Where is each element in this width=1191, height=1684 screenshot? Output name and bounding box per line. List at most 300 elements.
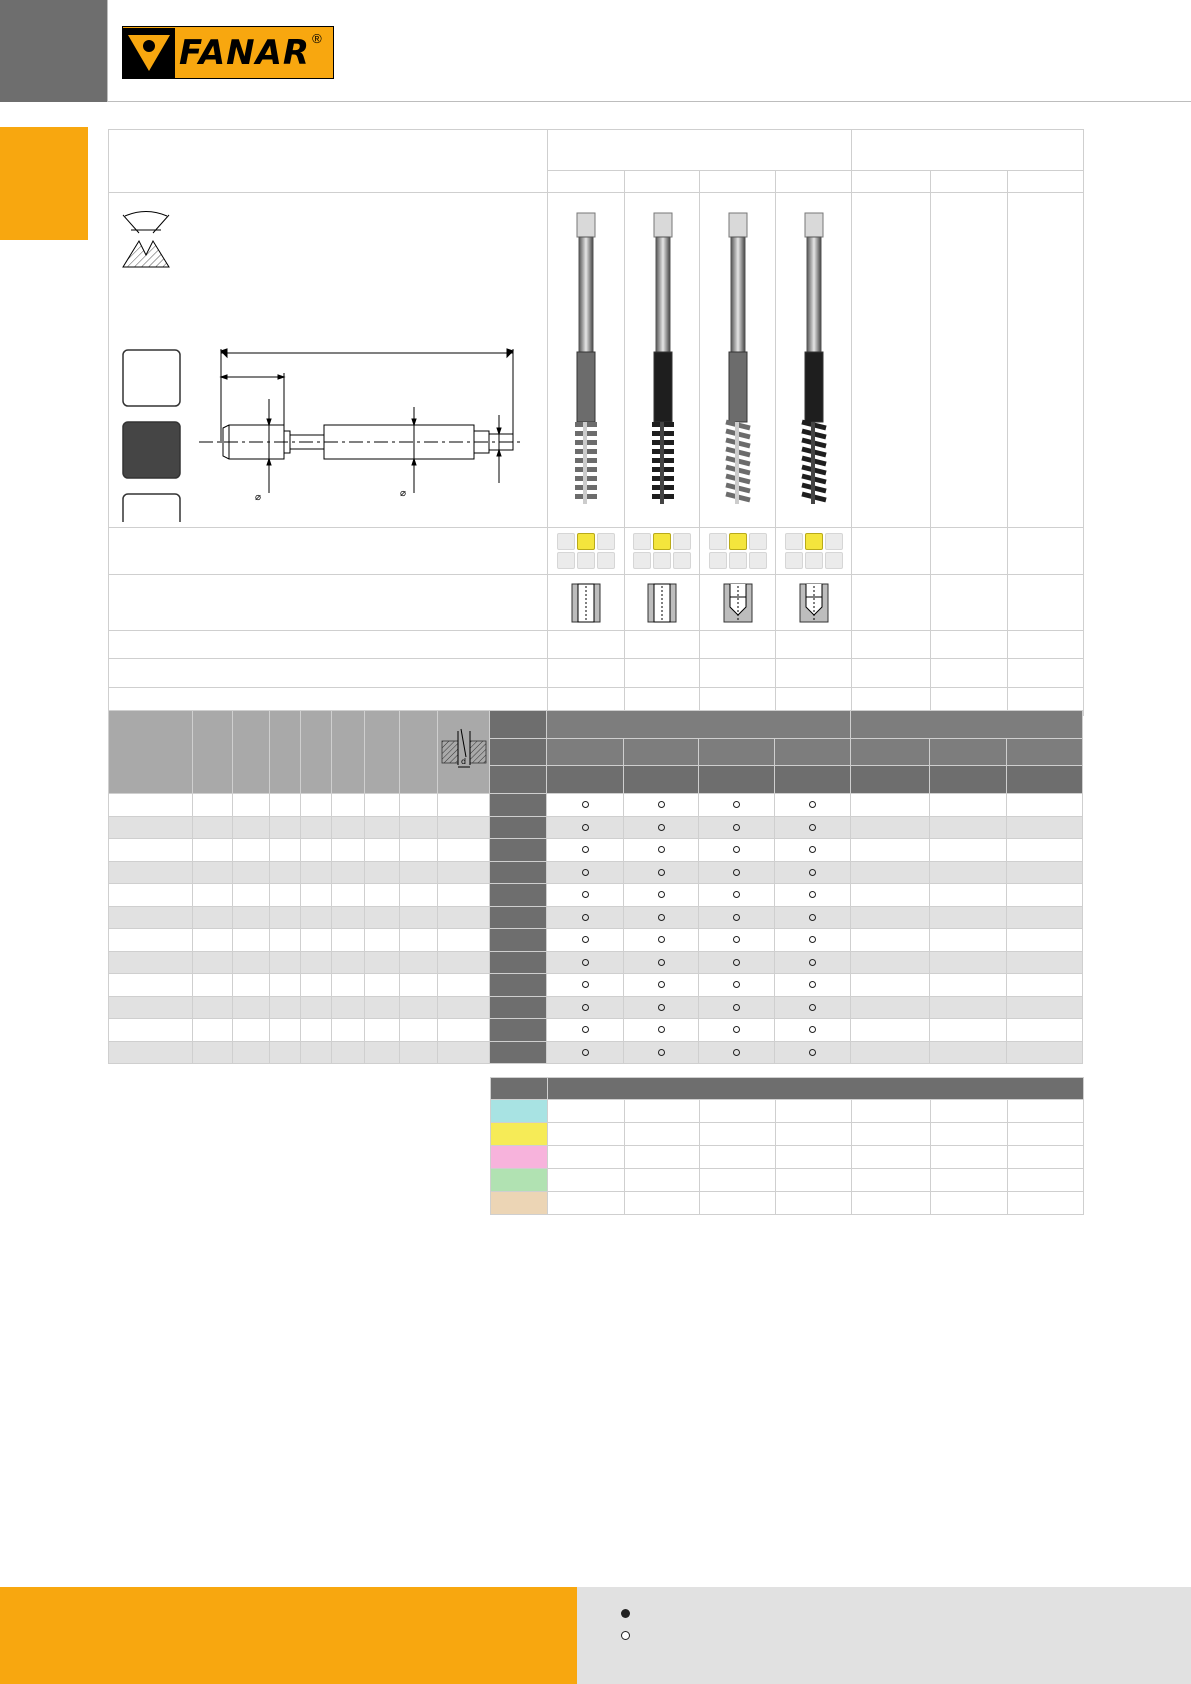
- legend-cell: [931, 1123, 1008, 1146]
- availability-cell: [851, 861, 930, 884]
- availability-cell: [775, 794, 851, 817]
- availability-cell: [1007, 951, 1083, 974]
- open-dot-icon: [809, 981, 816, 988]
- availability-cell: [699, 951, 775, 974]
- open-dot-icon: [733, 1004, 740, 1011]
- size-cell: [233, 929, 270, 952]
- size-cell: [365, 906, 400, 929]
- size-cell: [438, 884, 490, 907]
- availability-cell: [624, 816, 699, 839]
- availability-cell: [851, 839, 930, 862]
- size-row: [109, 839, 1083, 862]
- size-col-header: [301, 711, 332, 794]
- size-cell: [400, 816, 438, 839]
- hole-type-cell: [776, 575, 852, 631]
- empty-cell: [931, 528, 1008, 575]
- open-dot-icon: [658, 1049, 665, 1056]
- material-grid-cell: [776, 528, 852, 575]
- availability-cell: [1007, 906, 1083, 929]
- size-cell: [332, 906, 365, 929]
- size-cell: [301, 816, 332, 839]
- size-cell: [193, 974, 233, 997]
- availability-cell: [930, 884, 1007, 907]
- legend-cell: [776, 1100, 852, 1123]
- size-cell: [365, 1041, 400, 1064]
- open-dot-icon: [809, 801, 816, 808]
- legend-header-swatch: [491, 1078, 548, 1100]
- size-cell: [332, 839, 365, 862]
- material-active-square: [577, 533, 595, 550]
- availability-cell: [930, 1041, 1007, 1064]
- code-cell: [700, 171, 776, 193]
- legend-cell: [776, 1169, 852, 1192]
- availability-cell: [624, 884, 699, 907]
- availability-cell: [547, 884, 624, 907]
- legend-row: [491, 1192, 1084, 1215]
- size-cell: [400, 996, 438, 1019]
- size-cell: [109, 884, 193, 907]
- legend-cell: [625, 1169, 700, 1192]
- size-cell: [332, 794, 365, 817]
- size-cell: [270, 929, 301, 952]
- size-cell: [365, 816, 400, 839]
- size-col-header: [233, 711, 270, 794]
- size-cell: [332, 951, 365, 974]
- availability-cell: [547, 839, 624, 862]
- open-dot-icon: [582, 1004, 589, 1011]
- size-row: [109, 794, 1083, 817]
- availability-cell: [851, 884, 930, 907]
- size-col-header: [365, 711, 400, 794]
- size-cell: [438, 1041, 490, 1064]
- legend-row: [491, 1100, 1084, 1123]
- symbol-box-1: [123, 350, 180, 406]
- availability-cell: [851, 906, 930, 929]
- empty-cell: [931, 575, 1008, 631]
- open-dot-icon: [733, 1049, 740, 1056]
- open-dot-icon: [809, 936, 816, 943]
- availability-cell: [851, 816, 930, 839]
- availability-cell: [930, 906, 1007, 929]
- spec-row: [109, 631, 548, 659]
- availability-cell: [930, 839, 1007, 862]
- open-dot-icon: [733, 959, 740, 966]
- open-dot-icon: [582, 981, 589, 988]
- size-cell: [193, 929, 233, 952]
- size-cell: [301, 1019, 332, 1042]
- size-row: [109, 816, 1083, 839]
- availability-cell: [1007, 1041, 1083, 1064]
- size-cell: [301, 996, 332, 1019]
- group-header-a-dark: [547, 711, 851, 739]
- size-cell: [233, 839, 270, 862]
- legend-cell: [776, 1123, 852, 1146]
- grade-cell: [490, 884, 547, 907]
- size-cell: [438, 794, 490, 817]
- size-cell: [301, 794, 332, 817]
- availability-cell: [699, 996, 775, 1019]
- open-dot-icon: [809, 914, 816, 921]
- open-dot-icon: [658, 936, 665, 943]
- empty-cell: [1008, 575, 1084, 631]
- size-cell: [233, 906, 270, 929]
- availability-cell: [699, 884, 775, 907]
- availability-cell: [624, 861, 699, 884]
- size-cell: [365, 974, 400, 997]
- size-cell: [400, 951, 438, 974]
- size-cell: [365, 794, 400, 817]
- size-cell: [301, 884, 332, 907]
- open-dot-icon: [658, 824, 665, 831]
- legend-cell: [625, 1146, 700, 1169]
- size-cell: [438, 996, 490, 1019]
- legend-cell: [625, 1192, 700, 1215]
- material-square: [633, 552, 651, 569]
- drill-hole-icon: [440, 727, 488, 773]
- availability-cell: [851, 794, 930, 817]
- availability-cell: [775, 974, 851, 997]
- open-dot-icon: [809, 846, 816, 853]
- open-dot-icon: [809, 1026, 816, 1033]
- through-hole-icon: [571, 583, 601, 623]
- hole-type-cell: [700, 575, 776, 631]
- material-square: [825, 552, 843, 569]
- size-cell: [109, 929, 193, 952]
- size-cell: [270, 1041, 301, 1064]
- availability-cell: [930, 996, 1007, 1019]
- material-square: [785, 552, 803, 569]
- legend-cell: [931, 1192, 1008, 1215]
- legend-row: [491, 1123, 1084, 1146]
- material-grid-cell: [625, 528, 700, 575]
- tool-image-cell: [776, 193, 852, 528]
- svg-text:d: d: [460, 756, 466, 766]
- size-cell: [400, 929, 438, 952]
- availability-cell: [1007, 996, 1083, 1019]
- legend-cell: [931, 1169, 1008, 1192]
- availability-cell: [1007, 861, 1083, 884]
- grade-cell: [490, 1019, 547, 1042]
- symbol-box-3: [123, 494, 180, 522]
- size-col-header: [270, 711, 301, 794]
- empty-cell: [852, 528, 931, 575]
- availability-cell: [699, 861, 775, 884]
- availability-cell: [699, 794, 775, 817]
- empty-cell: [1008, 528, 1084, 575]
- legend-cell: [548, 1169, 625, 1192]
- size-cell: [332, 816, 365, 839]
- size-cell: [109, 1019, 193, 1042]
- availability-cell: [775, 951, 851, 974]
- size-cell: [109, 951, 193, 974]
- hole-type-cell: [625, 575, 700, 631]
- size-cell: [400, 861, 438, 884]
- size-cell: [400, 839, 438, 862]
- size-cell: [193, 839, 233, 862]
- material-square: [557, 533, 575, 550]
- availability-cell: [624, 929, 699, 952]
- availability-cell: [624, 996, 699, 1019]
- legend-cell: [852, 1192, 931, 1215]
- open-dot-icon: [582, 914, 589, 921]
- availability-cell: [930, 1019, 1007, 1042]
- availability-cell: [547, 996, 624, 1019]
- spiral-flute-tap-icon: [700, 193, 776, 522]
- availability-cell: [775, 884, 851, 907]
- open-dot-icon: [733, 981, 740, 988]
- code-cell: [776, 171, 852, 193]
- legend-cell: [700, 1192, 776, 1215]
- size-cell: [301, 906, 332, 929]
- legend-cell: [625, 1123, 700, 1146]
- size-cell: [270, 861, 301, 884]
- availability-cell: [1007, 1019, 1083, 1042]
- section-tab: [0, 127, 88, 240]
- size-cell: [365, 1019, 400, 1042]
- straight-flute-tap-icon: [548, 193, 625, 522]
- availability-cell: [1007, 794, 1083, 817]
- availability-cell: [1007, 884, 1083, 907]
- availability-cell: [930, 951, 1007, 974]
- size-cell: [233, 794, 270, 817]
- size-row: [109, 929, 1083, 952]
- material-square: [597, 533, 615, 550]
- availability-cell: [699, 1019, 775, 1042]
- size-cell: [270, 794, 301, 817]
- empty-cell: [852, 193, 931, 528]
- open-dot-icon: [809, 959, 816, 966]
- group-header-b: [852, 130, 1084, 171]
- material-square: [709, 533, 727, 550]
- footer-accent: [0, 1587, 577, 1684]
- grade-header: [490, 711, 547, 739]
- availability-cell: [851, 996, 930, 1019]
- material-active-square: [653, 533, 671, 550]
- size-cell: [109, 794, 193, 817]
- availability-cell: [547, 974, 624, 997]
- size-cell: [109, 974, 193, 997]
- code-cell: [548, 171, 625, 193]
- header-grey-block: [0, 0, 107, 102]
- availability-cell: [930, 794, 1007, 817]
- availability-cell: [547, 816, 624, 839]
- legend-swatch: [491, 1169, 548, 1192]
- open-dot-icon: [582, 869, 589, 876]
- symbol-box-2: [123, 422, 180, 478]
- open-dot-icon: [582, 959, 589, 966]
- legend-swatch: [491, 1100, 548, 1123]
- availability-cell: [775, 1019, 851, 1042]
- availability-cell: [699, 816, 775, 839]
- open-dot-icon: [733, 1026, 740, 1033]
- size-cell: [438, 929, 490, 952]
- empty-cell: [931, 193, 1008, 528]
- diameter-label-2: ⌀: [400, 488, 407, 499]
- size-cell: [193, 861, 233, 884]
- fanar-logo-text: FANAR: [179, 32, 311, 73]
- tool-spec-table: [108, 129, 1084, 716]
- material-grid-cell: [700, 528, 776, 575]
- open-dot-icon: [658, 846, 665, 853]
- size-col-header: [332, 711, 365, 794]
- legend-cell: [548, 1123, 625, 1146]
- drill-hole-header: [438, 711, 490, 794]
- availability-cell: [547, 906, 624, 929]
- tap-technical-drawing: [109, 193, 547, 522]
- size-cell: [332, 929, 365, 952]
- grade-cell: [490, 816, 547, 839]
- open-dot-icon: [658, 959, 665, 966]
- legend-swatch: [491, 1146, 548, 1169]
- legend-cell: [1008, 1192, 1084, 1215]
- legend-cell: [1008, 1100, 1084, 1123]
- legend-cell: [700, 1100, 776, 1123]
- size-cell: [301, 951, 332, 974]
- size-cell: [270, 884, 301, 907]
- availability-cell: [851, 1041, 930, 1064]
- code-cell: [1008, 171, 1084, 193]
- size-cell: [438, 816, 490, 839]
- blind-hole-icon: [799, 583, 829, 623]
- size-cell: [193, 996, 233, 1019]
- size-cell: [365, 861, 400, 884]
- availability-cell: [1007, 929, 1083, 952]
- size-cell: [301, 1041, 332, 1064]
- material-square: [749, 552, 767, 569]
- group-header-a: [548, 130, 852, 171]
- availability-cell: [851, 929, 930, 952]
- open-dot-icon: [733, 936, 740, 943]
- size-cell: [301, 929, 332, 952]
- open-dot-icon: [658, 801, 665, 808]
- empty-cell: [1008, 193, 1084, 528]
- availability-cell: [930, 929, 1007, 952]
- availability-cell: [624, 974, 699, 997]
- size-cell: [438, 1019, 490, 1042]
- material-square: [805, 552, 823, 569]
- spec-row: [109, 659, 548, 688]
- size-cell: [365, 929, 400, 952]
- availability-cell: [851, 974, 930, 997]
- legend-cell: [548, 1146, 625, 1169]
- material-grid: [633, 533, 691, 569]
- availability-cell: [851, 951, 930, 974]
- material-square: [785, 533, 803, 550]
- size-cell: [365, 839, 400, 862]
- size-cell: [332, 996, 365, 1019]
- size-cell: [332, 1019, 365, 1042]
- size-cell: [270, 996, 301, 1019]
- availability-cell: [624, 794, 699, 817]
- fanar-logo: [122, 26, 334, 79]
- size-cell: [400, 794, 438, 817]
- open-dot-icon: [733, 801, 740, 808]
- technical-drawing-cell: [109, 193, 548, 528]
- legend-cell: [776, 1192, 852, 1215]
- grade-cell: [490, 1041, 547, 1064]
- open-dot-icon: [733, 846, 740, 853]
- size-row: [109, 974, 1083, 997]
- legend-cell: [852, 1100, 931, 1123]
- open-dot-icon: [658, 1004, 665, 1011]
- size-cell: [233, 1019, 270, 1042]
- availability-cell: [775, 929, 851, 952]
- size-cell: [233, 884, 270, 907]
- open-dot-icon: [582, 936, 589, 943]
- legend-swatch: [491, 1192, 548, 1215]
- availability-cell: [775, 996, 851, 1019]
- size-cell: [400, 974, 438, 997]
- grade-cell: [490, 861, 547, 884]
- availability-cell: [699, 1041, 775, 1064]
- availability-cell: [699, 906, 775, 929]
- size-cell: [109, 996, 193, 1019]
- size-cell: [233, 1041, 270, 1064]
- legend-cell: [776, 1146, 852, 1169]
- size-cell: [438, 839, 490, 862]
- availability-cell: [547, 861, 624, 884]
- legend-cell: [700, 1146, 776, 1169]
- size-cell: [270, 816, 301, 839]
- code-cell: [931, 171, 1008, 193]
- size-col-header: [400, 711, 438, 794]
- material-square: [633, 533, 651, 550]
- hole-type-row-label: [109, 575, 548, 631]
- availability-cell: [775, 839, 851, 862]
- size-cell: [109, 906, 193, 929]
- size-cell: [400, 906, 438, 929]
- open-dot-icon: [658, 981, 665, 988]
- open-dot-icon: [809, 1049, 816, 1056]
- legend-cell: [1008, 1169, 1084, 1192]
- straight-flute-tap-icon: [625, 193, 700, 522]
- size-cell: [301, 974, 332, 997]
- size-cell: [233, 996, 270, 1019]
- material-active-square: [805, 533, 823, 550]
- material-square: [653, 552, 671, 569]
- availability-cell: [547, 951, 624, 974]
- grade-cell: [490, 906, 547, 929]
- material-square: [673, 533, 691, 550]
- open-dot-icon: [582, 1049, 589, 1056]
- open-dot-icon: [621, 1631, 630, 1640]
- spiral-flute-tap-icon: [776, 193, 852, 522]
- size-cell: [270, 974, 301, 997]
- material-square: [597, 552, 615, 569]
- open-dot-icon: [658, 1026, 665, 1033]
- size-cell: [365, 996, 400, 1019]
- availability-cell: [930, 861, 1007, 884]
- open-dot-icon: [658, 891, 665, 898]
- size-cell: [400, 1019, 438, 1042]
- open-dot-icon: [582, 801, 589, 808]
- open-dot-icon: [809, 869, 816, 876]
- legend-row: [491, 1169, 1084, 1192]
- legend-cell: [700, 1169, 776, 1192]
- size-cell: [270, 906, 301, 929]
- size-cell: [365, 884, 400, 907]
- material-square: [557, 552, 575, 569]
- size-cell: [193, 951, 233, 974]
- empty-cell: [852, 575, 931, 631]
- size-row: [109, 951, 1083, 974]
- material-square: [709, 552, 727, 569]
- open-dot-icon: [658, 869, 665, 876]
- size-cell: [193, 794, 233, 817]
- open-dot-icon: [733, 891, 740, 898]
- material-square: [673, 552, 691, 569]
- availability-cell: [775, 816, 851, 839]
